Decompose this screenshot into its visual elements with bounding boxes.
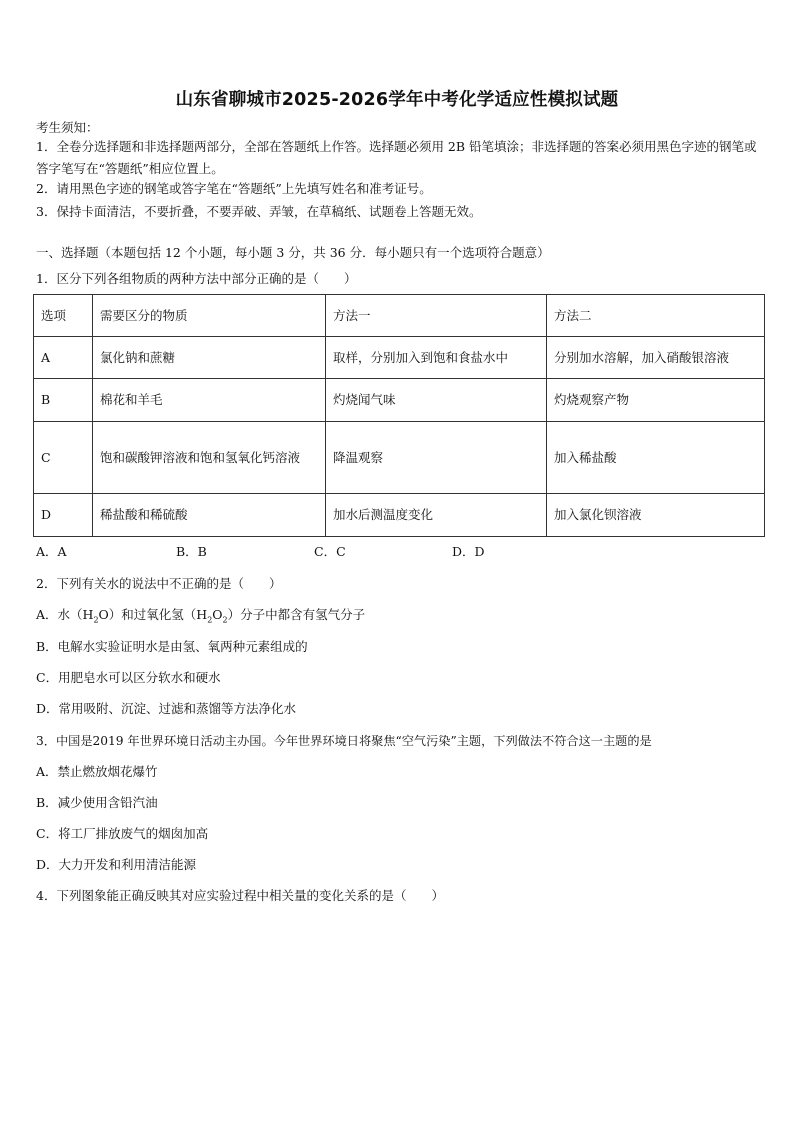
section-heading: 一、选择题（本题包括 12 个小题，每小题 3 分，共 36 分．每小题只有一个选项符合题意） xyxy=(36,245,550,260)
question-1-stem: 1．区分下列各组物质的两种方法中部分正确的是（ ） xyxy=(36,271,357,286)
notice-item-3: 3．保持卡面清洁，不要折叠，不要弄破、弄皱，在草稿纸、试题卷上答题无效。 xyxy=(36,204,482,219)
table-cell: A xyxy=(34,337,93,379)
table-cell: 氯化钠和蔗糖 xyxy=(93,337,326,379)
table-cell: 加水后测温度变化 xyxy=(326,494,547,537)
question-3-stem: 3．中国是2019 年世界环境日活动主办国。今年世界环境日将聚焦“空气污染”主题，下列做法不符合这一主题的是 xyxy=(36,734,652,748)
table-cell: 稀盐酸和稀硫酸 xyxy=(93,494,326,537)
page-title: 山东省聊城市2025-2026学年中考化学适应性模拟试题 xyxy=(175,90,619,110)
notice-item-2: 2．请用黑色字迹的钢笔或答字笔在“答题纸”上先填写姓名和准考证号。 xyxy=(36,181,432,196)
table-cell: 加入稀盐酸 xyxy=(547,422,765,494)
q2-option-b: B．电解水实验证明水是由氢、氧两种元素组成的 xyxy=(36,639,308,654)
q2-option-a: A．水$(H_2O)$和过氧化氢$(H_2O_2)$分子中都含有氢气分子 xyxy=(36,607,366,625)
question-1-table xyxy=(33,294,765,537)
table-row xyxy=(34,379,765,422)
table-cell: 棉花和羊毛 xyxy=(93,379,326,422)
notice-heading: 考生须知： xyxy=(36,120,99,135)
notice-item-1: 1．全卷分选择题和非选择题两部分，全部在答题纸上作答。选择题必须用 2B 铅笔填涂；非选择题的答案必须用黑色字迹的钢笔或答字笔写在“答题纸”相应位置上。 xyxy=(36,139,757,176)
table-header: 方法一 xyxy=(326,295,547,337)
question-4-stem: 4．下列图象能正确反映其对应实验过程中相关量的变化关系的是（ ） xyxy=(36,888,444,903)
q3-option-d: D．大力开发和利用清洁能源 xyxy=(36,857,197,872)
table-cell: 饱和碳酸钾溶液和饱和氢氧化钙溶液 xyxy=(93,422,326,494)
table-header: 方法二 xyxy=(547,295,765,337)
q1-option-c: C．C xyxy=(314,544,346,559)
q3-option-a: A．禁止燃放烟花爆竹 xyxy=(36,764,158,779)
table-cell: 灼烧观察产物 xyxy=(547,379,765,422)
table-cell: 取样，分别加入到饱和食盐水中 xyxy=(326,337,547,379)
table-cell: 降温观察 xyxy=(326,422,547,494)
table-row xyxy=(34,337,765,379)
table-row xyxy=(34,494,765,537)
question-2-stem: 2．下列有关水的说法中不正确的是（ ） xyxy=(36,576,282,591)
q3-option-b: B．减少使用含铅汽油 xyxy=(36,795,158,810)
q3-option-c: C．将工厂排放废气的烟囱加高 xyxy=(36,826,209,841)
table-cell: 加入氯化钡溶液 xyxy=(547,494,765,537)
table-cell: D xyxy=(34,494,93,537)
q2-option-d: D．常用吸附、沉淀、过滤和蒸馏等方法净化水 xyxy=(36,701,297,716)
q1-option-b: B．B xyxy=(176,544,207,559)
q2-option-c: C．用肥皂水可以区分软水和硬水 xyxy=(36,670,221,685)
table-header: 需要区分的物质 xyxy=(93,295,326,337)
table-cell: 灼烧闻气味 xyxy=(326,379,547,422)
table-row xyxy=(34,422,765,494)
q1-option-a: A．A xyxy=(36,544,67,559)
table-cell: B xyxy=(34,379,93,422)
table-cell: 分别加水溶解，加入硝酸银溶液 xyxy=(547,337,765,379)
q1-option-d: D．D xyxy=(452,544,485,559)
table-cell: C xyxy=(34,422,93,494)
table-header-row xyxy=(34,295,765,337)
table-header: 选项 xyxy=(34,295,93,337)
